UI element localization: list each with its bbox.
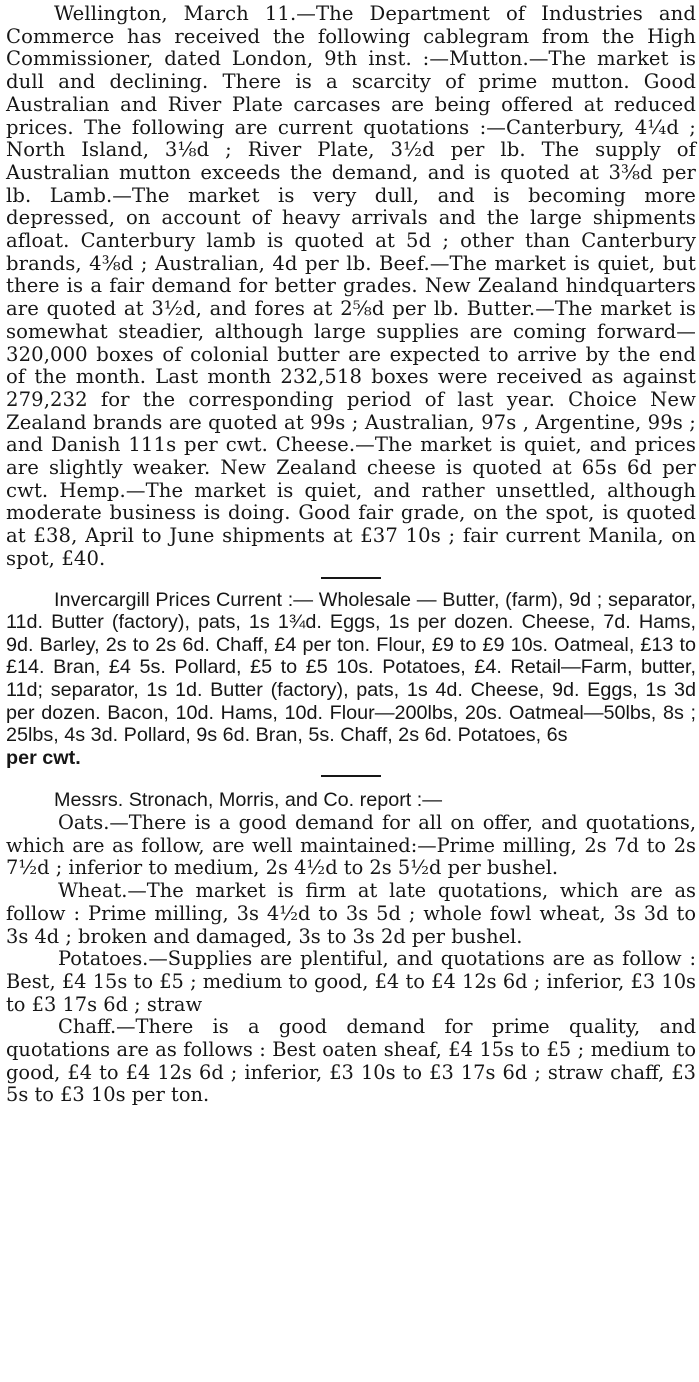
potatoes-paragraph: Potatoes.—Supplies are plentiful, and quotations are as follow : Best, £4 15s to £5 ; medium to good, £4 to £4 12s 6d ; inferior, £3 10s to £3 17s 6d ; straw [6,947,696,1016]
wheat-paragraph: Wheat.—The market is firm at late quotations, which are as follow : Prime milling, 3s 4½d to 3s 5d ; whole fowl wheat, 3s 3d to 3s 4d ; broken and damaged, 3s to 3s 2d per bushel. [6,879,696,948]
invercargill-prices-article [6,585,696,770]
report-lead: Messrs. Stronach, Morris, and Co. report :— [54,789,443,812]
oats-paragraph: Oats.—There is a good demand for all on offer, and quotations, which are as follow, are well maintained:—Prime milling, 2s 7d to 2s 7½d ; inferior to medium, 2s 4½d to 2s 5½d per bushel. [6,811,696,880]
prices-current-text: Invercargill Prices Current :— Wholesale — Butter, (farm), 9d ; separator, 11d. Butter (factory), pats, 1s 1¾d. Eggs, 1s per dozen. Cheese, 7d. Hams, 9d. Barley, 2s to 2s 6d. Chaff, £4 per ton. Flour, £9 to £9 10s. Oatmeal, £13 to £14. Bran, £4 5s. Pollard, £5 to £5 10s. Potatoes, £4. Retail—Farm, butter, 11d; separator, 1s 1d. Butter (factory), pats, 1s 4d. Cheese, 9d. Eggs, 1s 3d per dozen. Bacon, 10d. Hams, 10d. Flour—200lbs, 20s. Oatmeal—50lbs, 8s ; 25lbs, 4s 3d. Pollard, 9s 6d. Bran, 5s. Chaff, 2s 6d. Potatoes, 6s [6,588,696,747]
prices-current-paragraph [6,589,696,770]
section-divider [321,577,381,579]
stronach-report-article [6,783,696,1107]
cablegram-article [6,0,696,571]
chaff-paragraph: Chaff.—There is a good demand for prime quality, and quotations are as follows : Best oaten sheaf, £4 15s to £5 ; medium to good, £4 to £4 12s 6d ; inferior, £3 10s to £3 17s 6d ; straw chaff, £3 5s to £3 10s per ton. [6,1015,696,1107]
cablegram-paragraph: Wellington, March 11.—The Department of Industries and Commerce has received the following cablegram from the High Commissioner, dated London, 9th inst. :—Mutton.—The market is dull and declining. There is a scarcity of prime mutton. Good Australian and River Plate carcases are being offered at reduced prices. The following are current quotations :—Canterbury, 4¼d ; North Island, 3⅛d ; River Plate, 3½d per lb. The supply of Australian mutton exceeds the demand, and is quoted at 3⅜d per lb. Lamb.—The market is very dull, and is becoming more depressed, on account of heavy arrivals and the large shipments afloat. Canterbury lamb is quoted at 5d ; other than Canterbury brands, 4⅜d ; Australian, 4d per lb. Beef.—The market is quiet, but there is a fair demand for better grades. New Zealand hindquarters are quoted at 3½d, and fores at 2⅝d per lb. Butter.—The market is somewhat steadier, although large supplies are coming forward—320,000 boxes of colonial butter are expected to arrive by the end of the month. Last month 232,518 boxes were received as against 279,232 for the corresponding period of last year. Choice New Zealand brands are quoted at 99s ; Australian, 97s , Argentine, 99s ; and Danish 111s per cwt. Cheese.—The market is quiet, and prices are slightly weaker. New Zealand cheese is quoted at 65s 6d per cwt. Hemp.—The market is quiet, and rather unsettled, although moderate business is doing. Good fair grade, on the spot, is quoted at £38, April to June shipments at £37 10s ; fair current Manila, on spot, £40. [6,2,696,570]
section-divider [321,775,381,777]
prices-current-closing: per cwt. [6,746,81,769]
